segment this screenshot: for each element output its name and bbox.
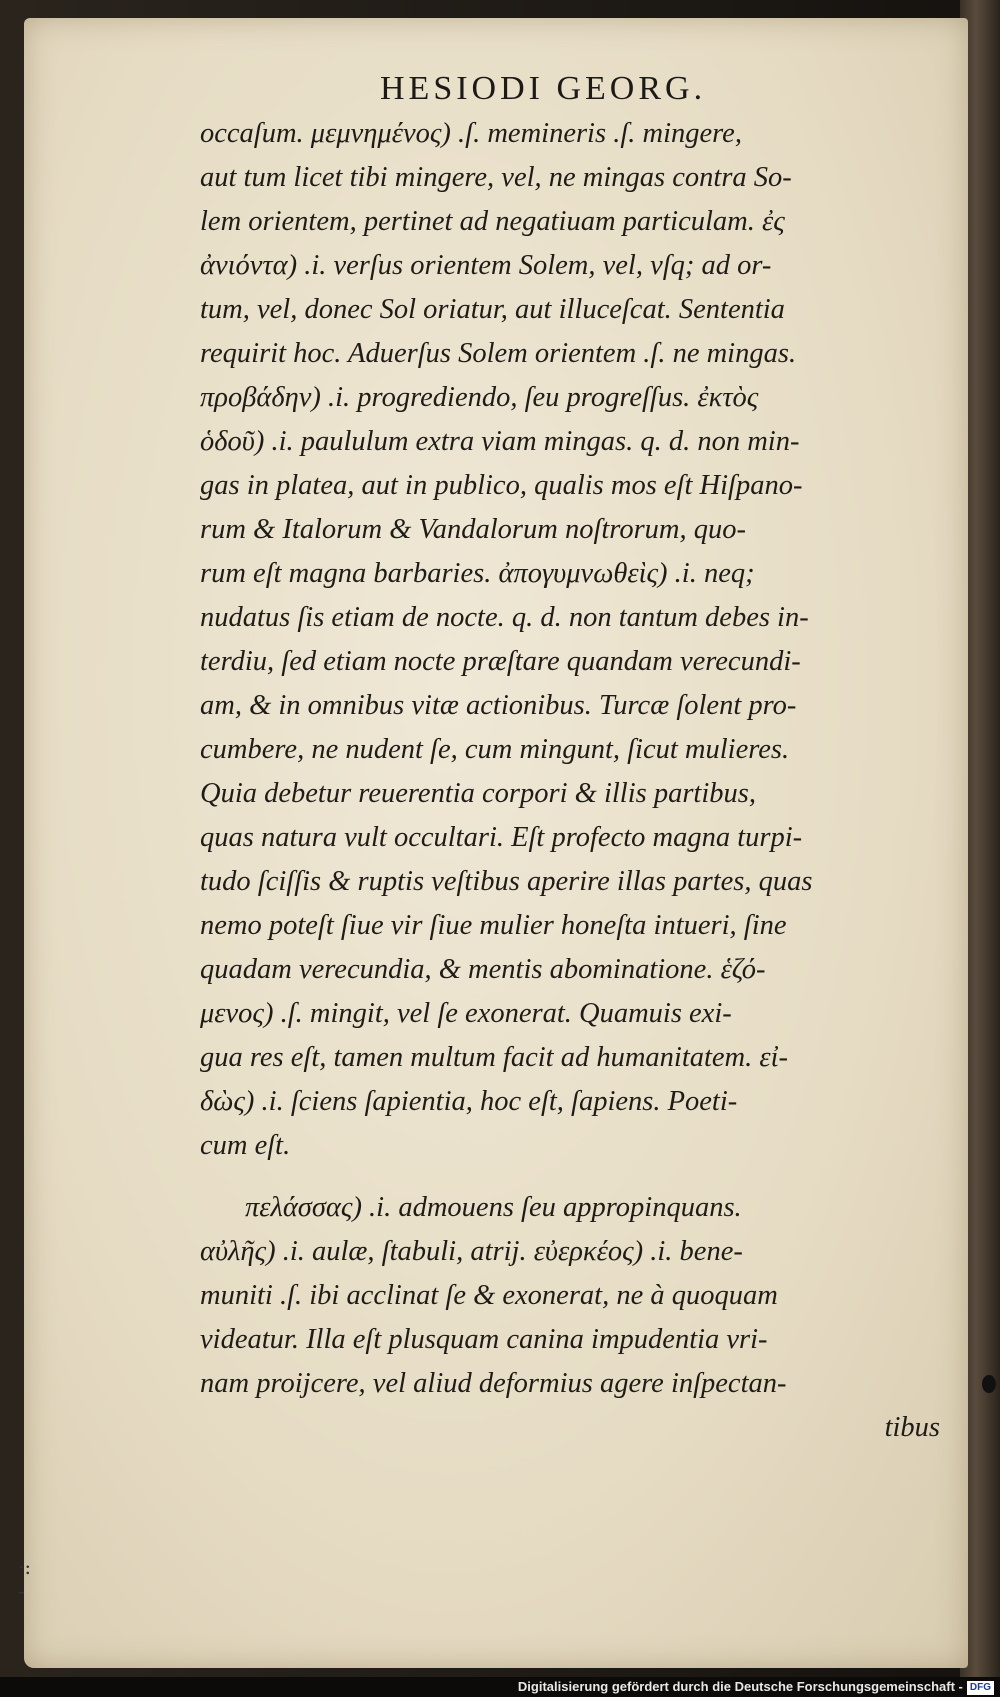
text-line: tudo ſciſſis & ruptis veſtibus aperire illas partes, quas: [200, 866, 813, 897]
text-line: Quia debetur reuerentia corpori & illis partibus,: [200, 778, 756, 809]
text-line: μενος) .ſ. mingit, vel ſe exonerat. Quamuis exi-: [200, 998, 732, 1029]
footer-credit: Digitalisierung gefördert durch die Deutsche Forschungsgemeinschaft -: [517, 1679, 963, 1694]
text-line: videatur. Illa eſt plusquam canina impudentia vri-: [200, 1324, 768, 1355]
text-line: cumbere, ne nudent ſe, cum mingunt, ſicut mulieres.: [200, 734, 790, 765]
paragraph-gap: [200, 1168, 940, 1186]
digitization-footer: [0, 1677, 1000, 1697]
text-line: lem orientem, pertinet ad negatiuam particulam. ἐς: [200, 206, 785, 237]
text-line: nudatus ſis etiam de nocte. q. d. non tantum debes in-: [200, 602, 809, 633]
text-line: nemo poteſt ſiue vir ſiue mulier honeſta intueri, ſine: [200, 910, 787, 941]
text-line: ἀνιόντα) .i. verſus orientem Solem, vel, vſq; ad or-: [200, 250, 772, 281]
text-line: quas natura vult occultari. Eſt profecto magna turpi-: [200, 822, 803, 853]
text-line: requirit hoc. Aduerſus Solem orientem .ſ. ne mingas.: [200, 338, 797, 369]
ink-blot: [982, 1375, 996, 1393]
text-line: quadam verecundia, & mentis abominatione. ἑζό-: [200, 954, 766, 985]
text-line: nam proijcere, vel aliud deformius agere inſpectan-: [200, 1368, 787, 1399]
text-line: gas in platea, aut in publico, qualis mos eſt Hiſpano-: [200, 470, 803, 501]
text-line: gua res eſt, tamen multum facit ad humanitatem. εἰ-: [200, 1042, 789, 1073]
text-line: tum, vel, donec Sol oriatur, aut illuceſcat. Sententia: [200, 294, 785, 325]
text-line: cum eſt.: [200, 1130, 291, 1161]
dfg-logo-icon: DFG: [967, 1681, 994, 1695]
text-line: rum & Italorum & Vandalorum noſtrorum, quo-: [200, 514, 747, 545]
page-body: [200, 112, 940, 1450]
text-line: aut tum licet tibi mingere, vel, ne mingas contra So-: [200, 162, 792, 193]
text-line: πελάσσας) .i. admouens ſeu appropinquans.: [245, 1192, 742, 1223]
page-specks: ·: ‑: [18, 1555, 32, 1603]
text-line: muniti .ſ. ibi acclinat ſe & exonerat, ne à quoquam: [200, 1280, 778, 1311]
text-line: ὁδοῦ) .i. paululum extra viam mingas. q. d. non min-: [200, 426, 800, 457]
text-line: rum eſt magna barbaries. ἀπογυμνωθεὶς) .i. neq;: [200, 558, 755, 589]
text-line: occaſum. μεμνημένος) .ſ. memineris .ſ. mingere,: [200, 118, 742, 149]
text-line: αὐλῆς) .i. aulæ, ſtabuli, atrij. εὐερκέος) .i. bene-: [200, 1236, 743, 1267]
running-head: HESIODI GEORG.: [380, 70, 707, 107]
catchword: tibus: [884, 1412, 940, 1443]
text-line: προβάδην) .i. progrediendo, ſeu progreſſus. ἐκτὸς: [200, 382, 759, 413]
text-line: δὼς) .i. ſciens ſapientia, hoc eſt, ſapiens. Poeti-: [200, 1086, 738, 1117]
text-line: am, & in omnibus vitæ actionibus. Turcæ ſolent pro-: [200, 690, 797, 721]
text-line: terdiu, ſed etiam nocte præſtare quandam verecundi-: [200, 646, 801, 677]
